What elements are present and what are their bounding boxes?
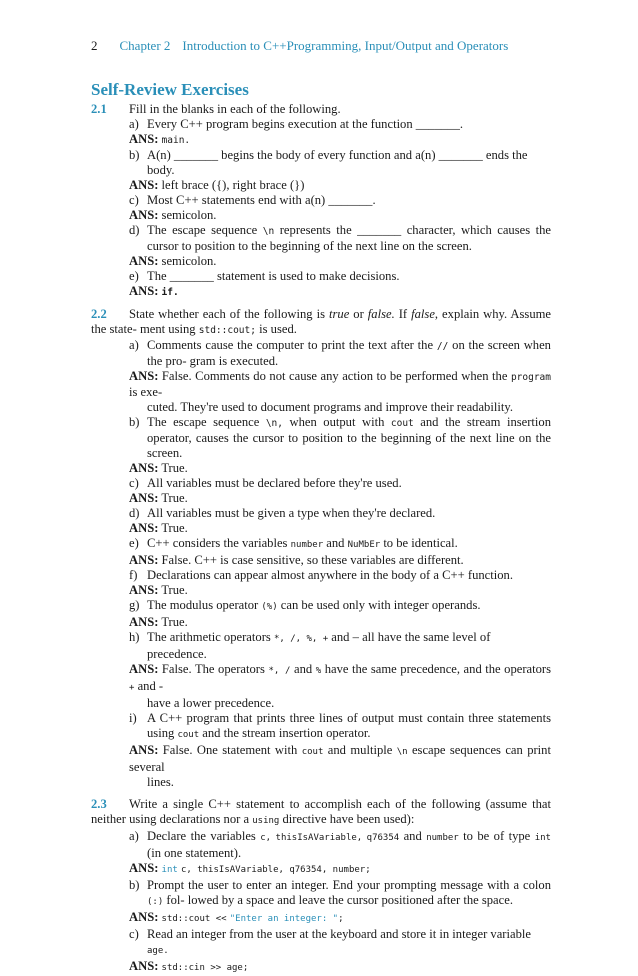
code-snippet: q76354 xyxy=(366,833,400,843)
item-text: The _______ statement is used to make decisions. xyxy=(147,269,400,283)
answer-text: lines. xyxy=(147,775,174,789)
question-2-2 xyxy=(91,307,551,338)
question-prompt: false xyxy=(411,307,435,321)
answer-2-2-i-cont xyxy=(91,775,551,790)
item-text: on the screen when the pro- xyxy=(147,338,551,368)
item-text: and xyxy=(326,536,345,550)
item-text: to be of type xyxy=(463,829,531,843)
answer-code: ; xyxy=(338,914,344,924)
question-prompt: , explain why. Assume the state- xyxy=(91,307,552,336)
code-snippet: + xyxy=(129,683,135,693)
exercise-content xyxy=(91,102,551,976)
item-text: A C++ program that prints three lines of output must contain three statements using xyxy=(147,711,551,740)
answer-text: and multiple xyxy=(327,743,393,757)
answer-2-3-c xyxy=(91,959,551,976)
question-prompt: is used. xyxy=(259,322,297,336)
answer-2-2-a-cont xyxy=(91,400,551,415)
question-prompt: State whether each of the following is xyxy=(129,307,325,321)
answer-text: have the same precedence, and the operators xyxy=(324,662,552,676)
item-text: to be identical. xyxy=(383,536,458,550)
question-prompt: Write a single C++ statement to accomplish each of the following (assume that neither xyxy=(91,797,551,826)
answer-text: False. Comments do not cause any action to be performed when the xyxy=(161,369,508,383)
section-title: Self-Review Exercises xyxy=(91,80,249,99)
answer-2-2-h xyxy=(91,662,551,696)
answer-label: ANS: xyxy=(129,662,159,676)
question-prompt: false. xyxy=(367,307,395,321)
item-text: can be used only with integer operands. xyxy=(280,598,481,612)
item-text: lowed by a space and leave the cursor positioned after the space. xyxy=(187,893,513,907)
answer-label: ANS: xyxy=(129,861,159,875)
item-text: and the stream insertion operator, xyxy=(147,415,552,445)
code-snippet: using xyxy=(252,816,280,826)
question-prompt: using declarations nor a xyxy=(129,812,250,826)
answer-label: ANS: xyxy=(129,615,159,629)
code-snippet: thisIsAVariable, xyxy=(275,833,363,843)
answer-text: True. xyxy=(161,615,188,629)
code-snippet: age. xyxy=(147,946,169,956)
answer-text: left brace ({), right brace (}) xyxy=(161,178,305,192)
answer-label: ANS: xyxy=(129,743,159,757)
answer-label: ANS: xyxy=(129,254,159,268)
answer-2-1-d xyxy=(91,254,551,269)
answer-2-2-b xyxy=(91,461,551,476)
item-text: when output with xyxy=(289,415,385,429)
answer-text: False. The operators xyxy=(161,662,265,676)
item-text: gram is executed. xyxy=(189,354,279,368)
answer-label: ANS: xyxy=(129,369,159,383)
running-header xyxy=(91,38,508,54)
question-prompt: If xyxy=(398,307,408,321)
item-text: All variables must be given a type when they're declared. xyxy=(147,506,436,520)
code-snippet: cout xyxy=(177,730,200,740)
item-text: and the stream insertion operator. xyxy=(202,726,371,740)
answer-text: have a lower precedence. xyxy=(147,696,275,710)
answer-2-2-f xyxy=(91,583,551,598)
item-text: The arithmetic operators xyxy=(147,630,271,644)
item-text: and xyxy=(403,829,422,843)
item-text: All variables must be declared before they're used. xyxy=(147,476,402,490)
answer-label: ANS: xyxy=(129,284,159,298)
answer-text: cuted. They're used to document programs and improve their readability. xyxy=(147,400,513,414)
item-2-1-d: d) The escape sequence \n represents the _______ character, which causes the cursor to position to the beginning of the next line on the screen. xyxy=(129,223,551,253)
question-prompt: or xyxy=(353,307,364,321)
item-text: (in one xyxy=(147,846,183,860)
item-2-2-b: b) The escape sequence \n, when output with cout and the stream insertion operator, causes the cursor to position to the beginning of the next line on the screen. xyxy=(129,415,552,460)
item-2-2-c: c) All variables must be declared before they're used. xyxy=(129,476,402,490)
answer-label: ANS: xyxy=(129,132,159,146)
item-text: position to the beginning of the next line on the screen. xyxy=(194,239,472,253)
question-prompt: ment using xyxy=(139,322,196,336)
answer-2-1-c xyxy=(91,208,551,223)
question-number: 2.1 xyxy=(91,102,107,116)
item-text: Read an integer from the user at the keyboard and store it in integer variable xyxy=(147,927,531,941)
answer-label: ANS: xyxy=(129,461,159,475)
answer-code: std::cout << xyxy=(161,914,227,924)
answer-2-2-i xyxy=(91,743,551,775)
code-snippet: // xyxy=(436,341,449,352)
answer-2-2-h-cont xyxy=(91,696,551,711)
answer-text: and xyxy=(294,662,313,676)
answer-text: False. One statement with xyxy=(162,743,298,757)
question-prompt: true xyxy=(329,307,350,321)
answer-2-1-e xyxy=(91,284,551,300)
code-snippet: std::cout; xyxy=(198,325,256,336)
code-keyword: int xyxy=(161,865,178,875)
item-2-2-g: g) The modulus operator (%) can be used only with integer operands. xyxy=(129,598,481,612)
item-text: represents the _______ character, which causes the cursor to xyxy=(147,223,551,253)
answer-text: semicolon. xyxy=(161,254,217,268)
answer-2-3-b xyxy=(91,910,551,927)
code-snippet: program xyxy=(510,372,551,383)
item-text: Declarations can appear almost anywhere in the body of a C++ function. xyxy=(147,568,514,582)
question-2-1 xyxy=(91,102,551,117)
code-snippet: % xyxy=(315,666,322,676)
item-2-2-a: a) Comments cause the computer to print the text after the // on the screen when the pro- gram is executed. xyxy=(129,338,551,368)
item-2-2-i: i) A C++ program that prints three lines of output must contain three statements using cout and the stream insertion operator. xyxy=(129,711,551,740)
item-text: fol- xyxy=(166,893,185,907)
code-snippet: int xyxy=(534,833,551,843)
item-text: The escape sequence xyxy=(147,223,258,237)
code-snippet: \n xyxy=(396,747,408,757)
code-snippet: c, xyxy=(260,833,272,843)
answer-2-2-e xyxy=(91,553,551,568)
code-snippet: *, /, %, + xyxy=(273,634,329,644)
answer-text: is exe- xyxy=(129,385,163,399)
answer-label: ANS: xyxy=(129,178,159,192)
item-text: Comments cause the computer to print the text after the xyxy=(147,338,434,352)
answer-code: if. xyxy=(161,287,179,298)
code-snippet: NuMbEr xyxy=(347,540,381,550)
answer-label: ANS: xyxy=(129,583,159,597)
code-snippet: \n, xyxy=(265,418,283,429)
question-number: 2.3 xyxy=(91,797,107,811)
answer-text: True. xyxy=(161,491,188,505)
item-text: and – all have the same level of precedence. xyxy=(147,630,491,661)
answer-text: True. xyxy=(161,521,188,535)
answer-label: ANS: xyxy=(129,208,159,222)
answer-label: ANS: xyxy=(129,553,159,567)
answer-code: c, thisIsAVariable, q76354, number; xyxy=(180,865,371,875)
item-2-2-f: f) Declarations can appear almost anywhere in the body of a C++ function. xyxy=(129,568,514,582)
item-2-1-e: e) The _______ statement is used to make decisions. xyxy=(129,269,400,283)
answer-code: main. xyxy=(161,135,191,146)
code-snippet: \n xyxy=(262,226,275,237)
item-text: causes the cursor to position to the beginning of the next line on the screen. xyxy=(147,431,552,460)
item-text: Most C++ statements end with a(n) _______. xyxy=(147,193,376,207)
item-2-3-b: b) Prompt the user to enter an integer. End your prompting message with a colon (:) fol- lowed by a space and leave the cursor positioned after the space. xyxy=(129,878,551,907)
answer-code: std::cin >> age; xyxy=(161,963,249,973)
item-text: The modulus operator xyxy=(147,598,259,612)
answer-2-2-d xyxy=(91,521,551,536)
answer-text: True. xyxy=(161,461,188,475)
code-snippet: cout xyxy=(301,747,324,757)
answer-2-2-c xyxy=(91,491,551,506)
item-2-2-d: d) All variables must be given a type when they're declared. xyxy=(129,506,436,520)
answer-2-2-g xyxy=(91,615,551,630)
question-2-3 xyxy=(91,797,551,829)
answer-label: ANS: xyxy=(129,521,159,535)
code-snippet: cout xyxy=(390,418,414,429)
code-snippet: number xyxy=(426,833,459,843)
item-2-2-e: e) C++ considers the variables number and NuMbEr to be identical. xyxy=(129,536,458,550)
answer-2-1-a xyxy=(91,132,551,148)
answer-2-1-b xyxy=(91,178,551,193)
code-snippet: *, / xyxy=(268,666,291,676)
chapter-label: Chapter 2 xyxy=(119,38,171,53)
question-prompt: Fill in the blanks in each of the following. xyxy=(129,102,341,116)
item-text: Every C++ program begins execution at the function _______. xyxy=(147,117,464,131)
item-2-2-h: h) The arithmetic operators *, /, %, + and – all have the same level of precedence. xyxy=(129,630,491,661)
item-2-1-c: c) Most C++ statements end with a(n) _______. xyxy=(129,193,376,207)
answer-text: False. C++ is case sensitive, so these variables are different. xyxy=(161,553,464,567)
item-text: statement). xyxy=(185,846,242,860)
answer-label: ANS: xyxy=(129,910,159,924)
page-number: 2 xyxy=(91,38,98,53)
chapter-title: Introduction to C++Programming, Input/Output and Operators xyxy=(182,38,509,53)
item-text: Declare the variables xyxy=(147,829,256,843)
item-2-3-a: a) Declare the variables c, thisIsAVariable, q76354 and number to be of type int (in one statement). xyxy=(129,829,551,860)
answer-text: and - xyxy=(137,679,164,693)
item-2-3-c: c) Read an integer from the user at the keyboard and store it in integer variable age. xyxy=(129,927,531,956)
answer-text: semicolon. xyxy=(161,208,217,222)
question-prompt: directive have been used): xyxy=(282,812,415,826)
answer-text: escape sequences can print several xyxy=(129,743,551,774)
item-text: The escape sequence xyxy=(147,415,260,429)
item-text: C++ considers the variables xyxy=(147,536,288,550)
item-2-1-b: b) A(n) _______ begins the body of every function and a(n) _______ ends the body. xyxy=(129,148,528,177)
answer-label: ANS: xyxy=(129,959,159,973)
code-snippet: (%) xyxy=(261,602,278,612)
item-text: Prompt the user to enter an integer. End your prompting message with a colon xyxy=(147,878,551,892)
answer-2-2-a xyxy=(91,369,551,400)
item-text: A(n) _______ begins the body of every function and a(n) _______ ends the body. xyxy=(147,148,528,177)
item-2-1-a: a) Every C++ program begins execution at the function _______. xyxy=(129,117,464,131)
answer-label: ANS: xyxy=(129,491,159,505)
answer-2-3-a xyxy=(91,861,551,878)
code-string: "Enter an integer: " xyxy=(229,914,339,924)
answer-text: True. xyxy=(161,583,188,597)
question-number: 2.2 xyxy=(91,307,107,321)
code-snippet: (:) xyxy=(147,897,164,907)
code-snippet: number xyxy=(290,540,324,550)
